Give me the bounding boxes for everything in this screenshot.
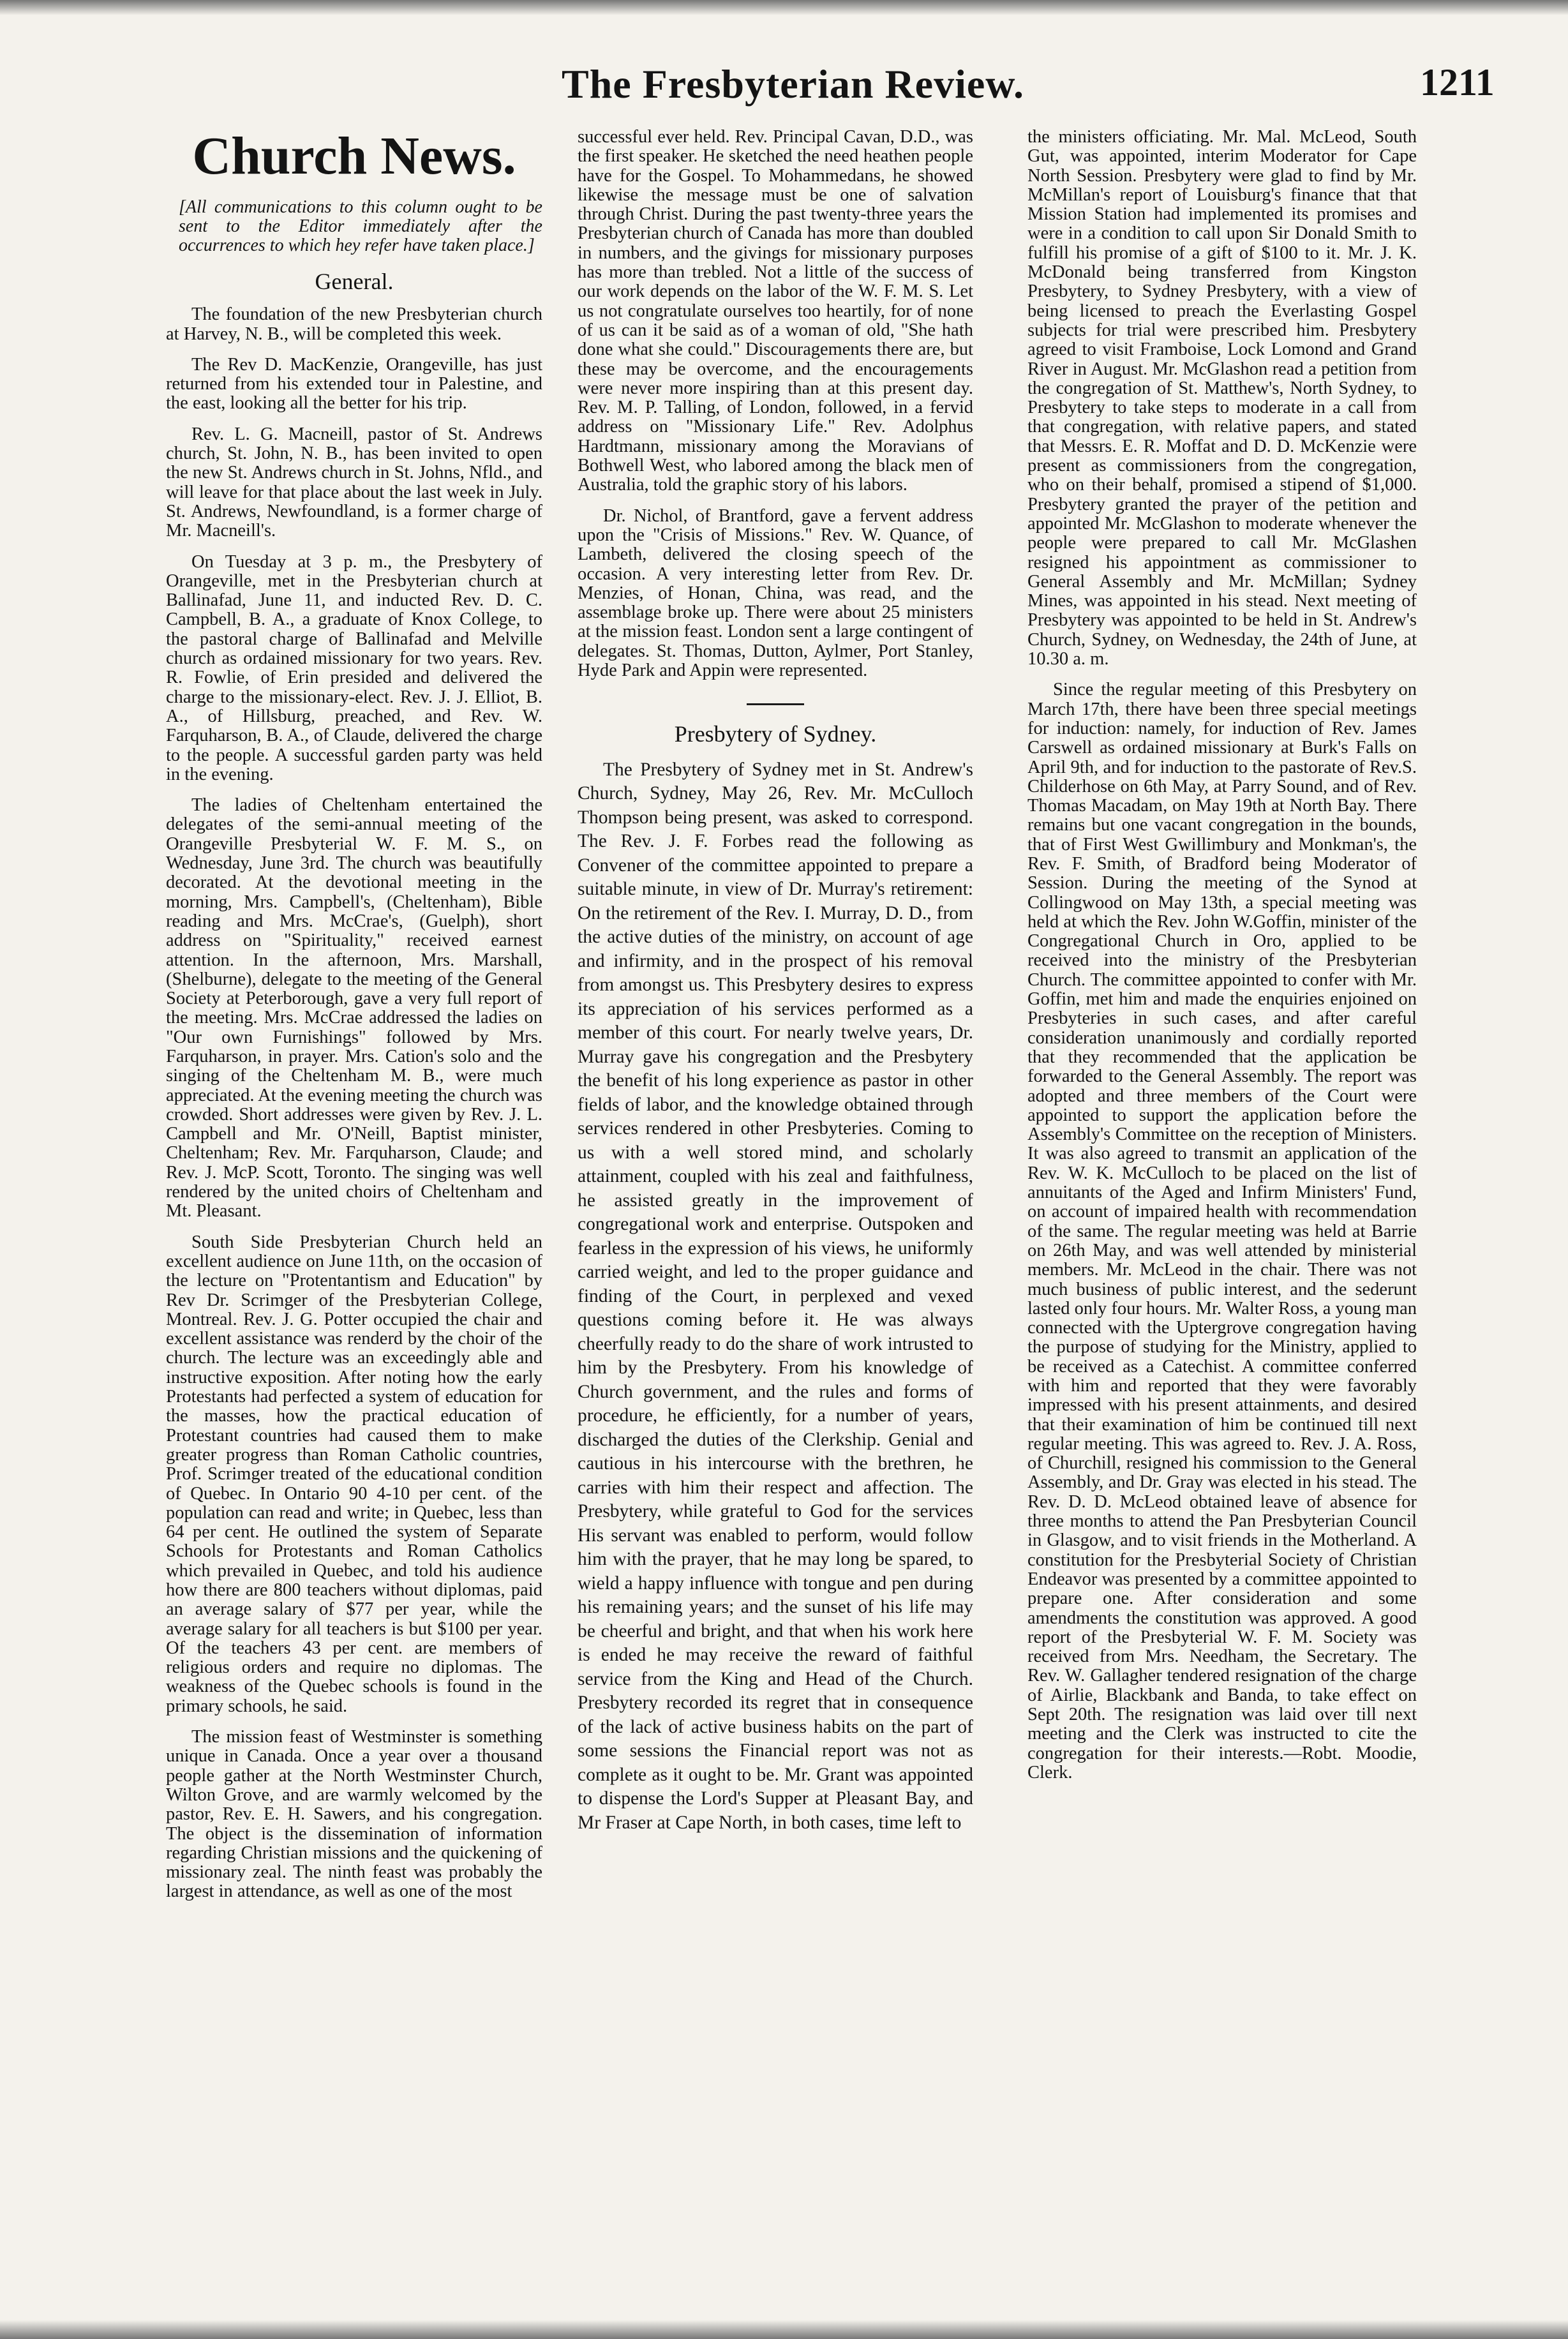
paragraph: Dr. Nichol, of Brantford, gave a fervent address upon the "Crisis of Missions." Rev. W. Quance, of Lambeth, delivered the closing speech of the occasion. A very interesting letter from Rev. Dr. Menzies, of Honan, China, was read, and the assemblage broke up. There were about 25 ministers at the mission feast. London sent a large contingent of delegates. St. Thomas, Dutton, Aylmer, Port Stanley, Hyde Park and Appin were represented. — [578, 505, 973, 681]
paragraph: Since the regular meeting of this Presbytery on March 17th, there have been three special meetings for induction: namely, for induction of Rev. James Carswell as ordained missionary at Burk's Falls on April 9th, and for induction to the pastorate of Rev.S. Childerhose on 6th May, at Parry Sound, and of Rev. Thomas Macadam, on May 19th at North Bay. There remains but one vacant congregation in the bounds, that of First West Gwillimbury and Monkman's, the Rev. F. Smith, of Bradford being Moderator of Session. During the meeting of the Synod at Collingwood on May 13th, a special meeting was held at which the Rev. John W.Goffin, minister of the Congregational Church in Oro, applied to be received into the ministry of the Presbyterian Church. The committee appointed to confer with Mr. Goffin, met him and made the enquiries enjoined on Presbyteries in such cases, and after careful consideration unanimously and cordially reported that they recommended that the application be forwarded to the General Assembly. The report was adopted and three members of the Court were appointed to support the application before the Assembly's Committee on the reception of Ministers. It was also agreed to transmit an application of the Rev. W. K. McCulloch to be placed on the list of annuitants of the Aged and Infirm Ministers' Fund, on account of impaired health with recommendation of the same. The regular meeting was held at Barrie on 26th May, and was well attended by ministerial members. Mr. McLeod in the chair. There was not much business of public interest, and the sederunt lasted only four hours. Mr. Walter Ross, a young man connected with the Uptergrove congregation having the purpose of studying for the Ministry, applied to be received as a Catechist. A committee conferred with him and reported that they were favorably impressed with his present attainments, and desired that their examination of him be continued till next regular meeting. This was agreed to. Rev. J. A. Ross, of Churchill, resigned his commission to the General Assembly, and Dr. Gray was elected in his stead. The Rev. D. D. McLeod obtained leave of absence for three months to attend the Pan Presbyterian Council in Glasgow, and to visit friends in the Motherland. A constitution for the Presbyterial Society of Christian Endeavor was presented by a committee appointed to prepare one. After consideration and some amendments the constitution was approved. A good report of the Presbyterial W. F. M. Society was received from Mrs. Needham, the Secretary. The Rev. W. Gallagher tendered resignation of the charge of Airlie, Blackbank and Banda, to take effect on Sept 20th. The resignation was laid over till next meeting and the Clerk was instructed to cite the congregation for their interests.—Robt. Moodie, Clerk. — [1027, 680, 1417, 1782]
paragraph: The mission feast of Westminster is something unique in Canada. Once a year over a thousand people gather at the North Westminster Church, Wilton Grove, and are warmly welcomed by the pastor, Rev. E. H. Sawers, and his congregation. The object is the dissemination of information regarding Christian missions and the quickening of missionary zeal. The ninth feast was probably the largest in attendance, as well as one of the most — [166, 1727, 542, 1902]
paragraph: The Rev D. MacKenzie, Orangeville, has just returned from his extended tour in Palestine, and the east, looking all the better for his trip. — [166, 354, 542, 414]
paragraph: successful ever held. Rev. Principal Cavan, D.D., was the first speaker. He sketched the need heathen people have for the Gospel. To Mohammedans, he showed likewise the message must be one of salvation through Christ. During the past twenty-three years the Presbyterian church of Canada has more than doubled in numbers, and the givings for missionary purposes has more than trebled. Not a little of the success of our work depends on the labor of the W. F. M. S. Let us not congratulate ourselves too heartily, for of none of us can it be said as of a woman of old, "She hath done what she could." Discouragements there are, but these may be overcome, and the encouragements were never more inspiring than at this present day. Rev. M. P. Talling, of London, followed, in a fervid address on "Missionary Life." Rev. Adolphus Hardtmann, missionary among the Moravians of Bothwell West, who labored among the black men of Australia, told the graphic story of his labors. — [578, 128, 973, 495]
paragraph: the ministers officiating. Mr. Mal. McLeod, South Gut, was appointed, interim Moderator for Cape North Session. Presbytery were glad to find by Mr. McMillan's report of Louisburg's finance that that Mission Station had implemented its promises and were in a condition to call upon Sir Donald Smith to fulfill his promise of a gift of $100 to it. Mr. J. K. McDonald being transferred from Kingston Presbytery, to Sydney Presbytery, with a view of being licensed to preach the Everlasting Gospel subjects for trial were prescribed him. Presbytery agreed to visit Framboise, Lock Lomond and Grand River in August. Mr. McGlashon read a petition from the congregation of St. Matthew's, North Sydney, to Presbytery to take steps to moderate in a call from that congregation, with relative papers, and stated that Messrs. E. R. Moffat and D. D. McKenzie were present as commissioners from the congregation, who on their behalf, promised a stipend of $1,000. Presbytery granted the prayer of the petition and appointed Mr. McGlashon to moderate whenever the people were prepared to call Mr. McGlashen resigned his appointment as commissioner to General Assembly and Mr. McMillan; Sydney Mines, was appointed in his stead. Next meeting of Presbytery was appointed to be held in St. Andrew's Church, Sydney, on Wednesday, the 24th of June, at 10.30 a. m. — [1027, 128, 1417, 669]
scan-edge-bottom — [0, 2320, 1568, 2339]
page-header — [0, 61, 1568, 131]
section-title: Church News. — [192, 128, 516, 186]
paragraph: South Side Presbyterian Church held an excellent audience on June 11th, on the occasion of the lecture on "Protentantism and Education" by Rev Dr. Scrimger of the Presbyterian College, Montreal. Rev. J. G. Potter occupied the chair and excellent assistance was renderd by the choir of the church. The lecture was an exceedingly able and instructive exposition. After noting how the early Protestants had perfected a system of education for the masses, how the practical education of Protestant countries had caused them to make greater progress than Roman Catholic countries, Prof. Scrimger treated of the educational condition of Quebec. In Ontario 90 4-10 per cent. of the population can read and write; in Quebec, less than 64 per cent. He outlined the system of Separate Schools for Protestants and Roman Catholics which prevailed in Quebec, and told his audience how there are 800 teachers without diplomas, paid an average salary of $77 per year, while the average salary for all teachers is but $100 per year. Of the teachers 43 per cent. are members of religious orders and require no diplomas. The weakness of the Quebec schools is found in the primary schools, he said. — [166, 1232, 542, 1716]
column-1 — [166, 128, 542, 2310]
subsection-title-sydney: Presbytery of Sydney. — [674, 721, 877, 747]
paragraph: The ladies of Cheltenham entertained the delegates of the semi-annual meeting of the Orangeville Presbyterial W. F. M. S., on Wednesday, June 3rd. The church was beautifully decorated. At the devotional meeting in the morning, Mrs. Campbell's, (Cheltenham), Bible reading and Mrs. McCrae's, (Guelph), short address on "Spirituality," received earnest attention. In the afternoon, Mrs. Marshall, (Shelburne), delegate to the meeting of the General Society at Peterborough, gave a very full report of the meeting. Mrs. McCrae addressed the ladies on "Our own Furnishings" followed by Mrs. Farquharson, in prayer. Mrs. Cation's solo and the singing of the Cheltenham M. B., were much appreciated. At the evening meeting the church was crowded. Short addresses were given by Rev. J. L. Campbell and Mr. O'Neill, Baptist minister, Cheltenham; Rev. Mr. Farquharson, Claude; and Rev. J. McP. Scott, Toronto. The singing was well rendered by the united choirs of Cheltenham and Mt. Pleasant. — [166, 795, 542, 1222]
paragraph: The foundation of the new Presbyterian church at Harvey, N. B., will be completed this week. — [166, 304, 542, 344]
section-divider — [747, 703, 804, 705]
column-2 — [578, 128, 973, 2310]
column-3 — [1027, 128, 1417, 2310]
paragraph: On Tuesday at 3 p. m., the Presbytery of Orangeville, met in the Presbyterian church at Ballinafad, June 11, and inducted Rev. D. C. Campbell, B. A., a graduate of Knox College, to the pastoral charge of Ballinafad and Melville church as ordained missionary for two years. Rev. R. Fowlie, of Erin presided and delivered the charge to the missionary-elect. Rev. J. J. Elliot, B. A., of Hillsburg, preached, and Rev. W. Farquharson, B. A., of Claude, delivered the charge to the people. A successful garden party was held in the evening. — [166, 551, 542, 784]
editor-note: [All communications to this column ought to be sent to the Editor immediately after the occurrences to which hey refer have taken place.] — [179, 197, 542, 255]
scan-edge-top — [0, 0, 1568, 15]
paragraph: Rev. L. G. Macneill, pastor of St. Andrews church, St. John, N. B., has been invited to open the new St. Andrews church in St. Johns, Nfld., and will leave for that place about the last week in July. St. Andrews, Newfoundland, is a former charge of Mr. Macneill's. — [166, 424, 542, 541]
paragraph: The Presbytery of Sydney met in St. Andrew's Church, Sydney, May 26, Rev. Mr. McCulloch Thompson being present, was asked to correspond. The Rev. J. F. Forbes read the following as Convener of the committee appointed to prepare a suitable minute, in view of Dr. Murray's retirement: On the retirement of the Rev. I. Murray, D. D., from the active duties of the ministry, on account of age and infirmity, and in the prospect of his removal from amongst us. This Presbytery desires to express its appreciation of his services performed as a member of this court. For nearly twelve years, Dr. Murray gave his congregation and the Presbytery the benefit of his long experience as pastor in other fields of labor, and the knowledge obtained through services rendered in other Presbyteries. Coming to us with a well stored mind, and scholarly attainment, coupled with his zeal and faithfulness, he assisted greatly in the improvement of congregational work and enterprise. Outspoken and fearless in the expression of his views, he uniformly carried weight, and led to the proper guidance and finding of the Court, in perplexed and vexed questions coming before it. He was always cheerfully ready to do the share of work intrusted to him by the Presbytery. From his knowledge of Church government, and the rules and forms of procedure, he efficiently, for a number of years, discharged the duties of the Clerkship. Genial and cautious in his intercourse with the brethren, he carries with him their respect and affection. The Presbytery, while grateful to God for the services His servant was enabled to perform, would follow him with the prayer, that he may long be spared, to wield a happy influence with tongue and pen during his remaining years; and the sunset of his life may be cheerful and bright, and that when his work here is ended he may receive the reward of faithful service from the King and Head of the Church. Presbytery recorded its regret that in consequence of the lack of active business habits on the part of some sessions the Financial report was not as complete as it ought to be. Mr. Grant was appointed to dispense the Lord's Supper at Pleasant Bay, and Mr Fraser at Cape North, in both cases, time left to — [578, 759, 973, 1833]
page-number: 1211 — [1420, 61, 1495, 103]
subsection-title-general: General. — [315, 269, 394, 294]
publication-title: The Fresbyterian Review. — [562, 61, 1024, 107]
